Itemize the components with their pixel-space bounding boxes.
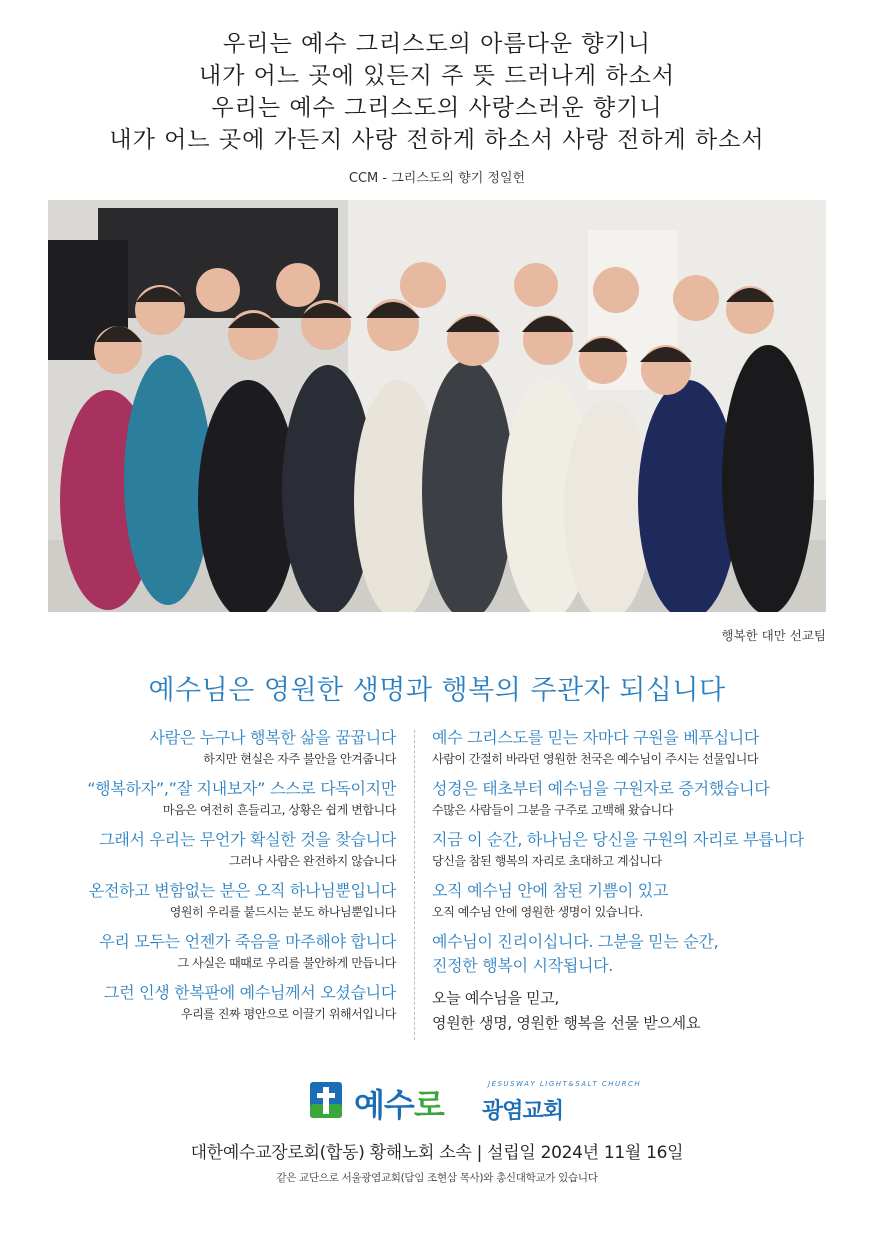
message-block [40, 879, 396, 922]
message-title: 지금 이 순간, 하나님은 당신을 구원의 자리로 부릅니다 [432, 830, 804, 849]
message-sub: 그러나 사람은 완전하지 않습니다 [229, 854, 396, 868]
lyrics-block [0, 28, 874, 156]
denomination-info: 대한예수교장로회(합동) 황해노회 소속 | 설립일 2024년 11월 16일 [190, 1143, 684, 1163]
message-sub: 그 사실은 때때로 우리를 불안하게 만듭니다 [177, 956, 396, 970]
message-title: 진정한 행복이 시작됩니다. [432, 956, 614, 975]
message-sub: 마음은 여전히 흔들리고, 상황은 쉽게 변합니다 [162, 803, 396, 817]
closing-message [432, 986, 842, 1036]
message-sub: 당신을 참된 행복의 자리로 초대하고 계십니다 [432, 854, 662, 868]
church-logo [306, 1078, 642, 1124]
message-block [432, 828, 842, 871]
closing-line: 오늘 예수님을 믿고, [432, 989, 559, 1007]
message-title: 그런 인생 한복판에 예수님께서 오셨습니다 [104, 983, 396, 1002]
message-title: 예수 그리스도를 믿는 자마다 구원을 베푸십니다 [432, 728, 760, 747]
message-block [40, 930, 396, 973]
column-divider [414, 730, 415, 1040]
lyric-line: 내가 어느 곳에 있든지 주 뜻 드러나게 하소서 [198, 63, 676, 89]
song-credit: CCM - 그리스도의 향기 정일헌 [348, 171, 526, 186]
lyric-line: 우리는 예수 그리스도의 아름다운 향기니 [223, 31, 651, 57]
logo-english: JESUSWAY LIGHT&SALT CHURCH [488, 1080, 642, 1088]
message-block [432, 879, 842, 922]
message-block [40, 777, 396, 820]
lyric-line: 내가 어느 곳에 가든지 사랑 전하게 하소서 사랑 전하게 하소서 [109, 127, 765, 153]
message-title: “행복하자”,”잘 지내보자” 스스로 다독이지만 [87, 779, 396, 798]
photo-caption: 행복한 대만 선교팀 [721, 628, 826, 643]
logo-name-church: 광염교회 [482, 1099, 564, 1124]
message-block [432, 777, 842, 820]
group-photo [48, 200, 826, 612]
message-title: 사람은 누구나 행복한 삶을 꿈꿉니다 [149, 728, 396, 747]
right-column [432, 726, 842, 1036]
message-sub: 오직 예수님 안에 영원한 생명이 있습니다. [432, 905, 643, 919]
closing-line: 영원한 생명, 영원한 행복을 선물 받으세요 [432, 1014, 701, 1032]
message-sub: 영원히 우리를 붙드시는 분도 하나님뿐입니다 [169, 905, 396, 919]
message-sub: 하지만 현실은 자주 불안을 안겨줍니다 [203, 752, 396, 766]
message-block [40, 981, 396, 1024]
message-title: 예수님이 진리이십니다. 그분을 믿는 순간, [432, 932, 719, 951]
logo-name [354, 1080, 444, 1126]
left-column [40, 726, 396, 1032]
message-title: 성경은 태초부터 예수님을 구원자로 증거했습니다 [432, 779, 770, 798]
message-sub: 사람이 간절히 바라던 영원한 천국은 예수님이 주시는 선물입니다 [432, 752, 759, 766]
group-photo-illustration [48, 200, 826, 612]
message-title: 온전하고 변함없는 분은 오직 하나님뿐입니다 [88, 881, 396, 900]
message-title: 그래서 우리는 무언가 확실한 것을 찾습니다 [99, 830, 396, 849]
lyric-line: 우리는 예수 그리스도의 사랑스러운 향기니 [211, 95, 663, 121]
message-block [40, 726, 396, 769]
headline: 예수님은 영원한 생명과 행복의 주관자 되십니다 [148, 675, 726, 706]
message-block [432, 930, 842, 978]
message-sub: 수많은 사람들이 그분을 구주로 고백해 왔습니다 [432, 803, 673, 817]
message-block [432, 726, 842, 769]
logo-name-part: 예수 [354, 1086, 414, 1124]
logo-name-part: 로 [413, 1086, 444, 1124]
cross-logo-icon [306, 1080, 346, 1120]
message-block [40, 828, 396, 871]
message-title: 오직 예수님 안에 참된 기쁨이 있고 [432, 881, 669, 900]
message-title: 우리 모두는 언젠가 죽음을 마주해야 합니다 [99, 932, 396, 951]
denomination-note: 같은 교단으로 서울광염교회(담임 조현삼 목사)와 총신대학교가 있습니다 [276, 1172, 598, 1184]
message-sub: 우리를 진짜 평안으로 이끌기 위해서입니다 [180, 1007, 396, 1021]
